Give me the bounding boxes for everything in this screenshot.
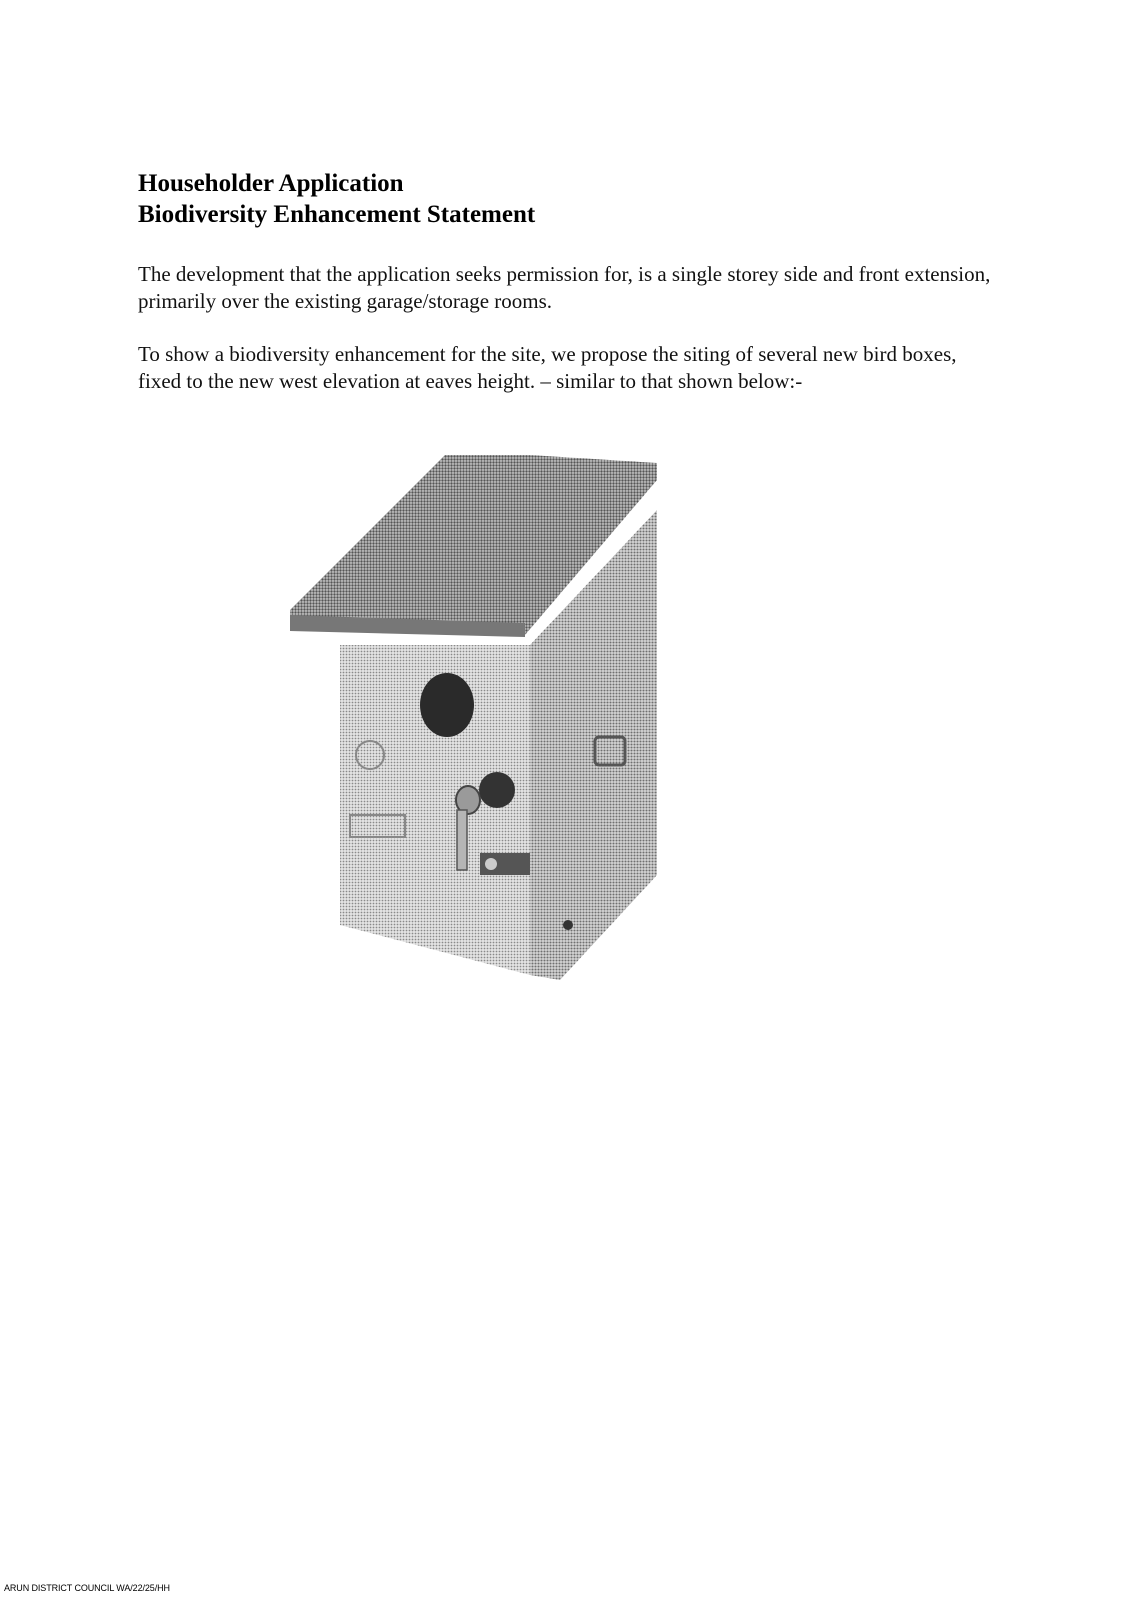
footer-reference: ARUN DISTRICT COUNCIL WA/22/25/HH bbox=[4, 1583, 170, 1593]
title-line-2: Biodiversity Enhancement Statement bbox=[138, 201, 536, 228]
entrance-hole bbox=[420, 673, 474, 737]
paragraph-development: The development that the application seeks permission for, is a single storey side and front extension, primarily over the existing garage/storage rooms. bbox=[138, 262, 991, 313]
title-line-1: Householder Application bbox=[138, 170, 404, 197]
badge-logo-icon bbox=[480, 853, 530, 875]
bird-box-image bbox=[285, 455, 685, 995]
paragraph-biodiversity: To show a biodiversity enhancement for the site, we propose the siting of several new bird boxes, fixed to the new west elevation at eaves height. – similar to that shown below:- bbox=[138, 342, 957, 393]
